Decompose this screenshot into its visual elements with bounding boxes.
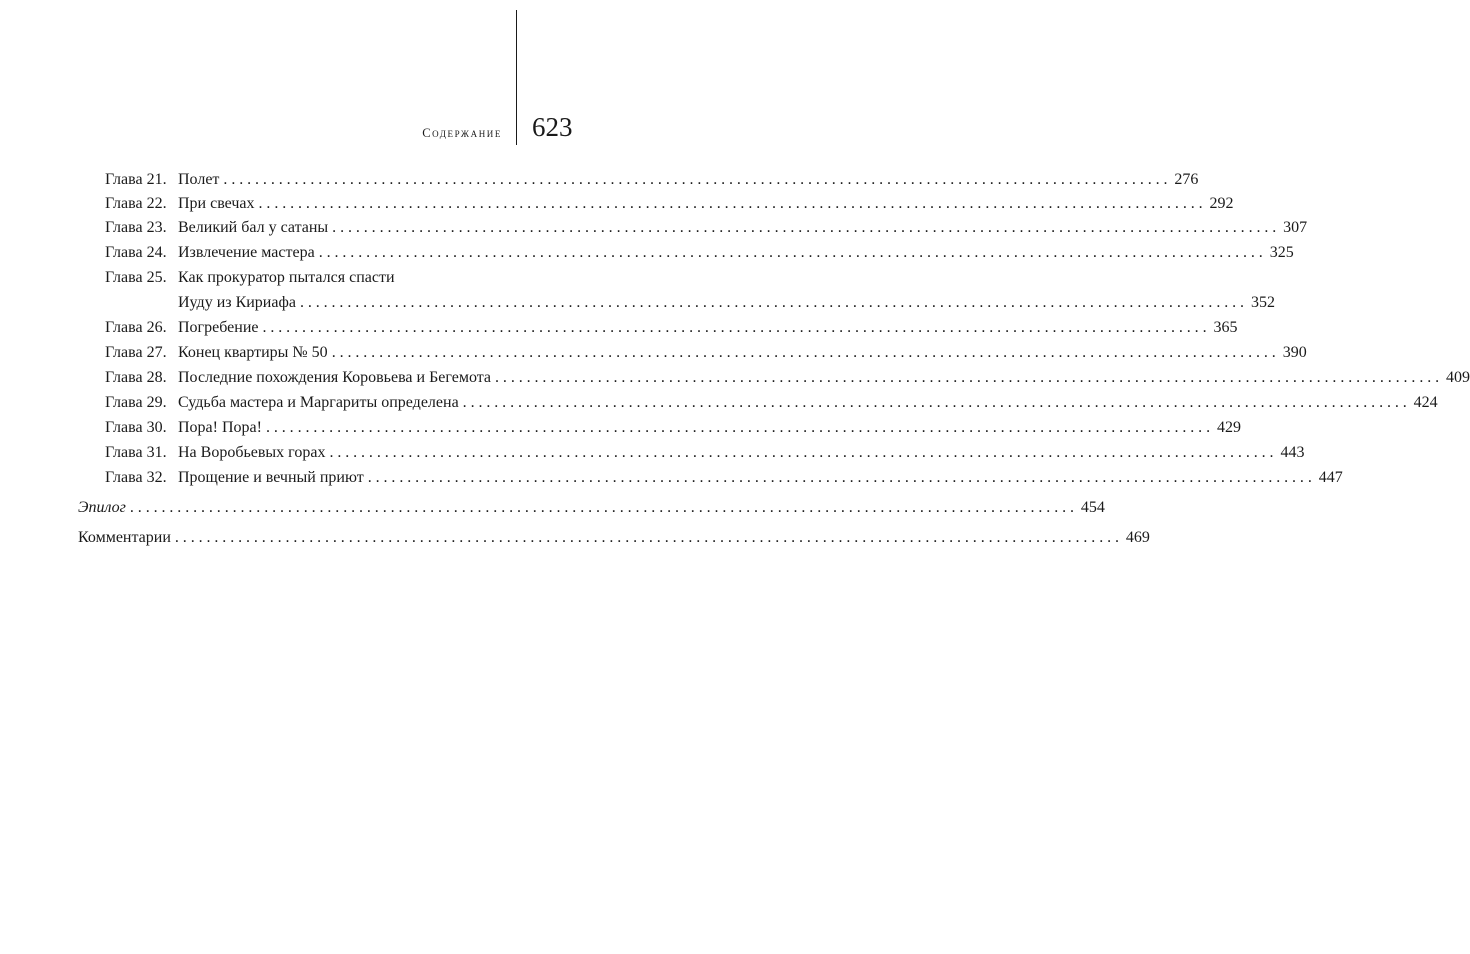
chapter-label: Глава 25. <box>105 269 167 286</box>
toc-entry-epilogue[interactable] <box>0 496 1105 520</box>
toc-entry-chapter-29[interactable] <box>0 391 1438 415</box>
dot-leader: ........................................................................................................................ <box>462 394 1411 411</box>
toc-entry-chapter-26[interactable] <box>0 316 1238 340</box>
dot-leader: ........................................................................................................................ <box>129 499 1078 516</box>
chapter-page: 352 <box>1250 294 1275 311</box>
chapter-label: Глава 27. <box>105 344 167 361</box>
chapter-page: 443 <box>1280 444 1305 461</box>
toc-entry-chapter-24[interactable] <box>0 241 1294 265</box>
chapter-title: Судьба мастера и Маргариты определена <box>178 394 459 411</box>
comments-title: Комментарии <box>78 529 171 546</box>
dot-leader: ........................................................................................................................ <box>258 195 1207 212</box>
chapter-label: Глава 26. <box>105 319 167 336</box>
dot-leader: ........................................................................................................................ <box>495 369 1444 386</box>
header-vertical-rule <box>516 10 517 145</box>
chapter-label: Глава 23. <box>105 219 167 236</box>
dot-leader: ........................................................................................................................ <box>265 419 1214 436</box>
page-number: 623 <box>532 112 573 142</box>
dot-leader: ........................................................................................................................ <box>332 219 1281 236</box>
chapter-label: Глава 31. <box>105 444 167 461</box>
chapter-title: Прощение и вечный приют <box>178 469 364 486</box>
chapter-label: Глава 22. <box>105 195 167 212</box>
dot-leader: ........................................................................................................................ <box>367 469 1316 486</box>
dot-leader: ........................................................................................................................ <box>331 344 1280 361</box>
chapter-title: Пора! Пора! <box>178 419 262 436</box>
chapter-title: При свечах <box>178 195 255 212</box>
toc-entry-chapter-25[interactable] <box>0 266 644 290</box>
dot-leader: ........................................................................................................................ <box>174 529 1123 546</box>
running-head: Содержание <box>422 126 502 140</box>
toc-entry-chapter-31[interactable] <box>0 441 1305 465</box>
chapter-page: 390 <box>1282 344 1307 361</box>
chapter-label: Глава 29. <box>105 394 167 411</box>
dot-leader: ........................................................................................................................ <box>318 244 1267 261</box>
chapter-page: 276 <box>1174 171 1199 188</box>
dot-leader: ........................................................................................................................ <box>262 319 1211 336</box>
chapter-page: 292 <box>1209 195 1234 212</box>
chapter-page: 409 <box>1446 369 1470 386</box>
chapter-title: Конец квартиры № 50 <box>178 344 328 361</box>
toc-entry-chapter-25-continued[interactable] <box>0 291 1275 315</box>
dot-leader: ........................................................................................................................ <box>329 444 1278 461</box>
chapter-title: Извлечение мастера <box>178 244 315 261</box>
chapter-page: 429 <box>1216 419 1241 436</box>
epilogue-page: 454 <box>1080 499 1105 516</box>
chapter-label: Глава 30. <box>105 419 167 436</box>
toc-entry-chapter-22[interactable] <box>0 192 1234 216</box>
chapter-title-continued: Иуду из Кириафа <box>178 294 296 311</box>
chapter-page: 424 <box>1413 394 1438 411</box>
chapter-title: Как прокуратор пытался спасти <box>178 269 395 286</box>
comments-page: 469 <box>1125 529 1150 546</box>
chapter-title: Последние похождения Коровьева и Бегемота <box>178 369 492 386</box>
chapter-page: 447 <box>1318 469 1343 486</box>
chapter-label: Глава 21. <box>105 171 167 188</box>
toc-entry-comments[interactable] <box>0 526 1150 550</box>
toc-entry-chapter-21[interactable] <box>0 168 1199 192</box>
chapter-page: 325 <box>1269 244 1294 261</box>
dot-leader: ........................................................................................................................ <box>223 171 1172 188</box>
chapter-page: 307 <box>1283 219 1308 236</box>
chapter-label: Глава 28. <box>105 369 167 386</box>
chapter-title: Великий бал у сатаны <box>178 219 329 236</box>
chapter-page: 365 <box>1213 319 1238 336</box>
chapter-title: Погребение <box>178 319 259 336</box>
toc-entry-chapter-32[interactable] <box>0 466 1343 490</box>
chapter-title: На Воробьевых горах <box>178 444 326 461</box>
toc-entry-chapter-23[interactable] <box>0 216 1308 240</box>
chapter-label: Глава 24. <box>105 244 167 261</box>
toc-entry-chapter-28[interactable] <box>0 366 1470 390</box>
dot-leader: ........................................................................................................................ <box>299 294 1248 311</box>
toc-entry-chapter-30[interactable] <box>0 416 1241 440</box>
chapter-label: Глава 32. <box>105 469 167 486</box>
chapter-title: Полет <box>178 171 220 188</box>
epilogue-title: Эпилог <box>78 499 126 516</box>
toc-entry-chapter-27[interactable] <box>0 341 1307 365</box>
